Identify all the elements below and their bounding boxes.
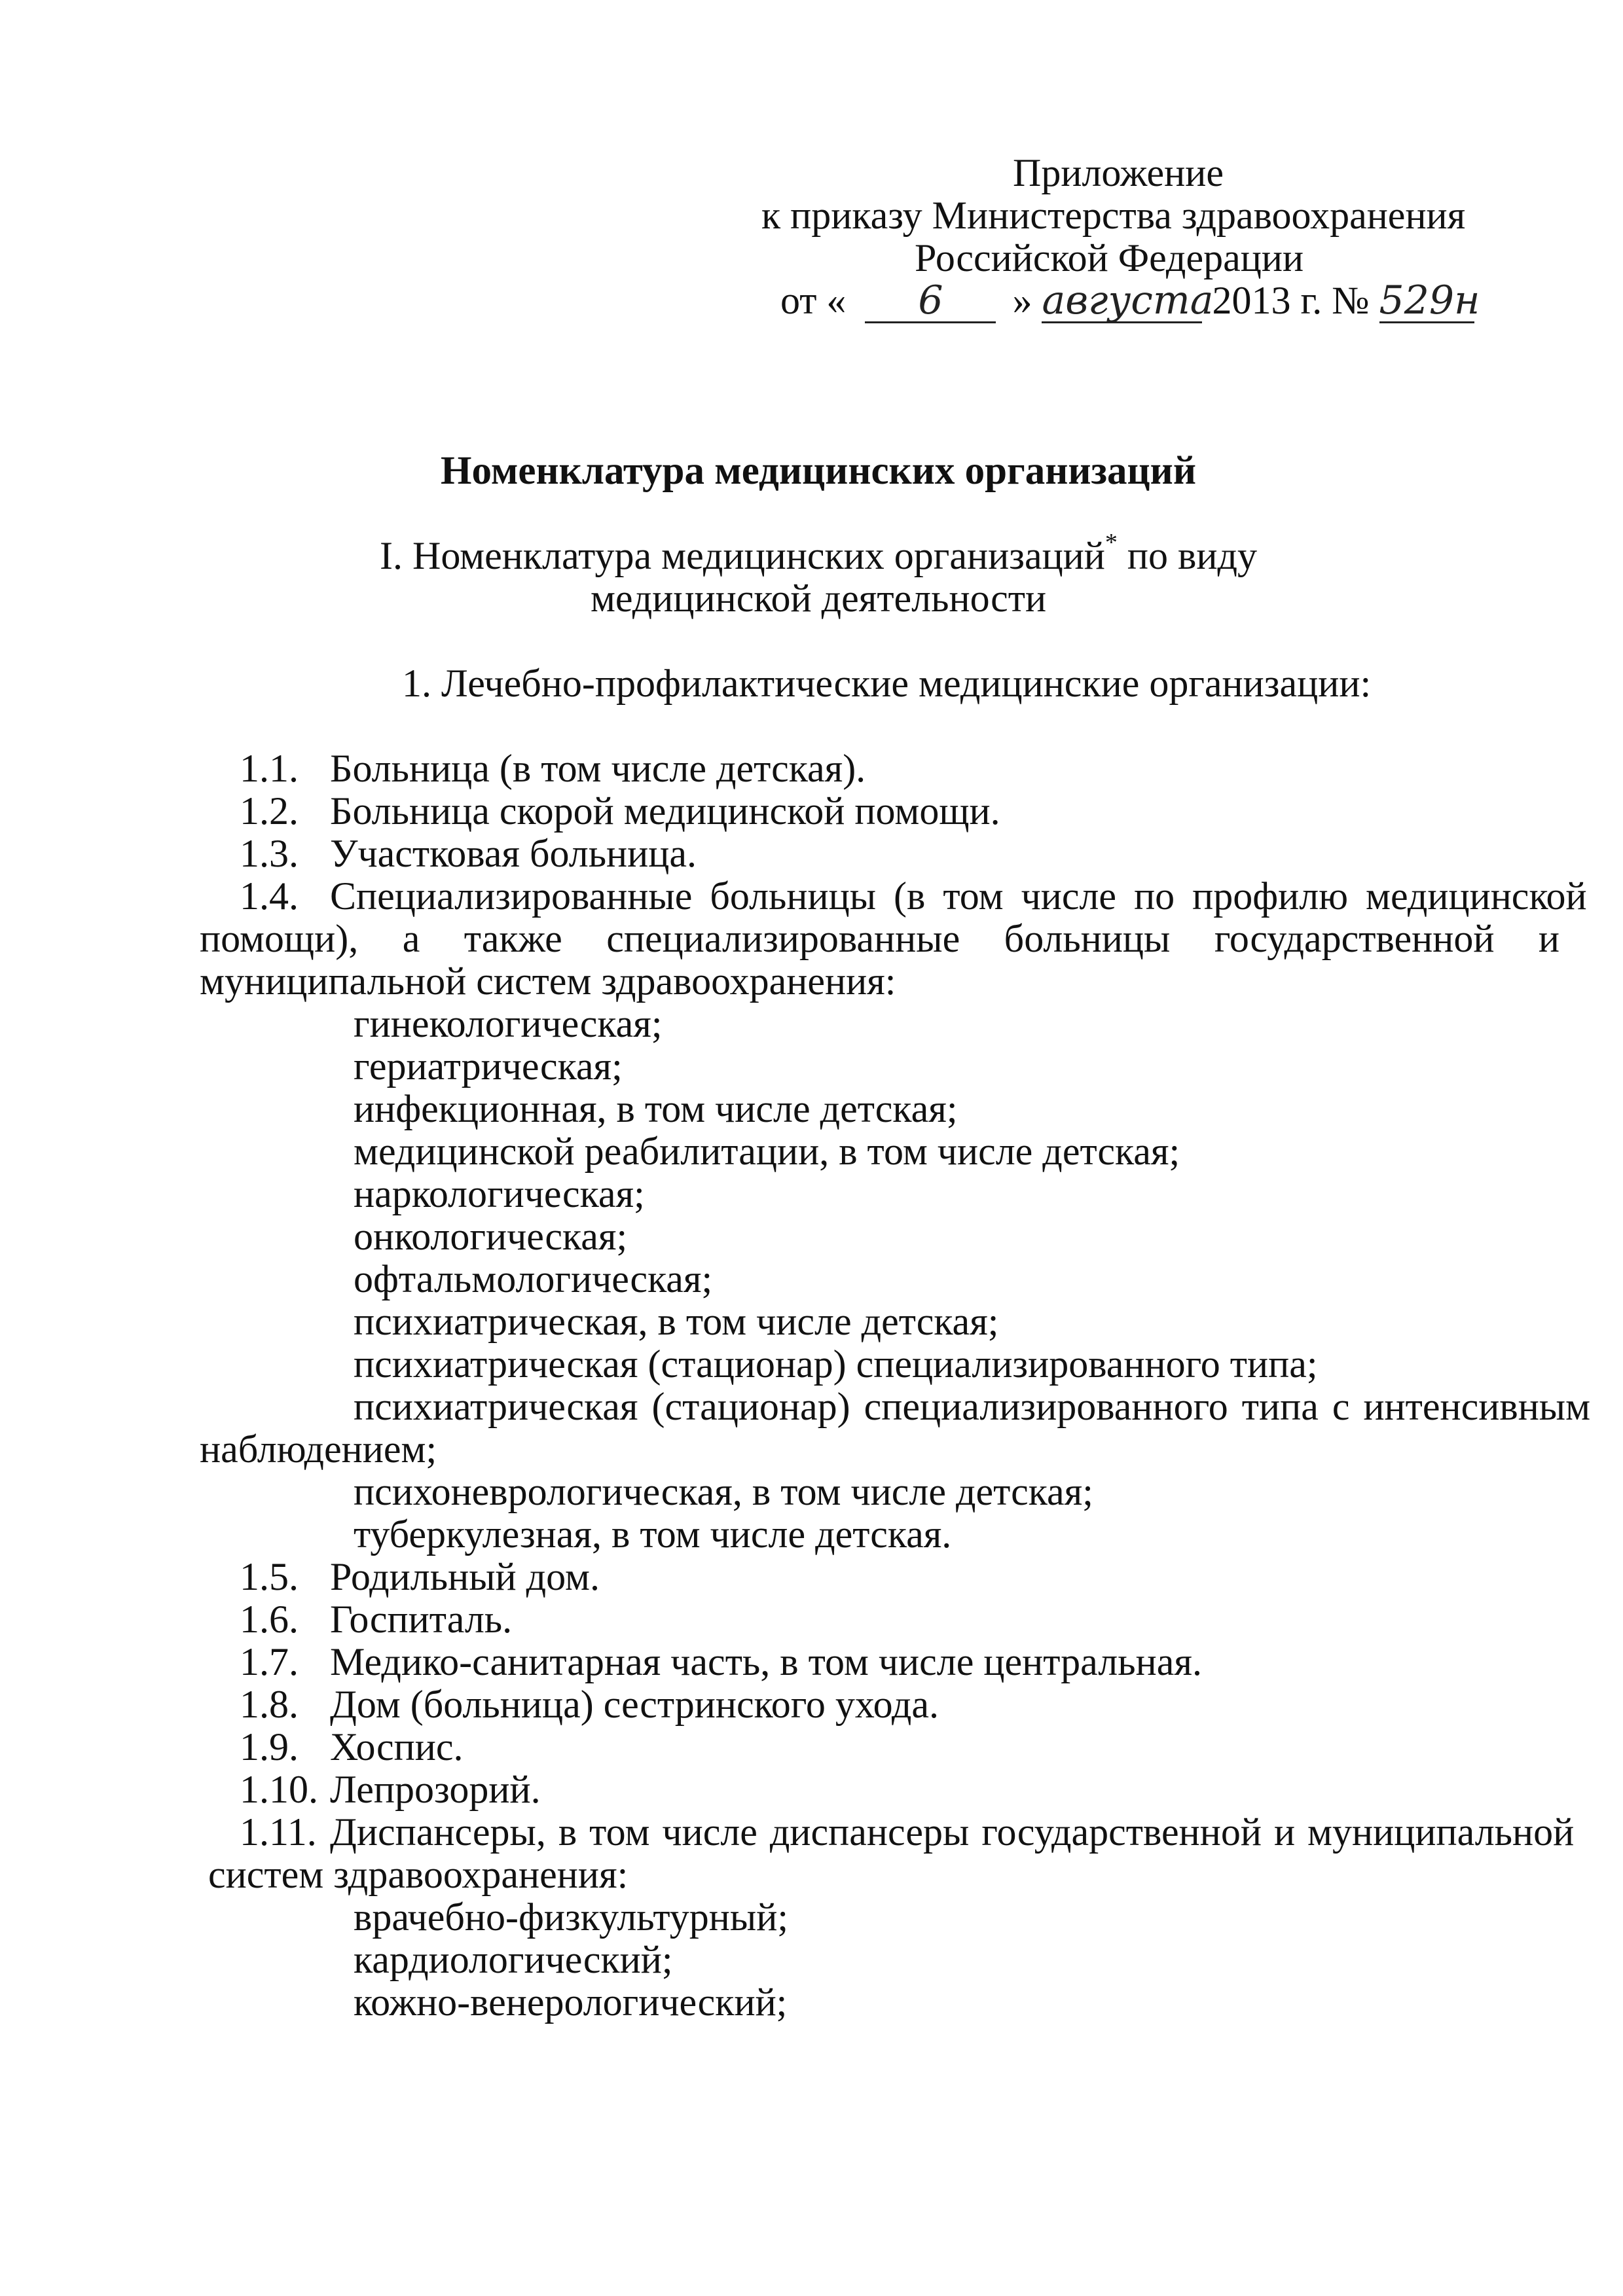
hospital-type: гериатрическая; [354,1045,623,1088]
hospital-type: наркологическая; [354,1172,645,1215]
date-year-number-label: 2013 г. № [1212,279,1370,322]
word: специализированные [606,917,960,960]
item-text: Участковая больница. [330,832,697,875]
item-text: Дом (больница) сестринского ухода. [330,1683,939,1726]
word: и [1538,917,1559,960]
date-from-label: от « [780,279,847,322]
item-text: Больница (в том числе детская). [330,747,866,790]
item-number: 1.3. [240,832,299,875]
item-1-4-continuation [200,916,1559,961]
word: а [402,917,420,960]
hospital-type: офтальмологическая; [354,1257,713,1300]
order-number-handwritten: 529н [1379,278,1480,323]
hospital-type-continuation: наблюдением; [200,1427,437,1471]
document-title: Номенклатура медицинских организаций [441,449,1196,493]
dispensary-type: врачебно-физкультурный; [354,1895,788,1939]
item-text: Госпиталь. [330,1598,513,1641]
item-1-4-continuation-line3: муниципальной систем здравоохранения: [200,960,896,1003]
hospital-type: психиатрическая, в том числе детская; [354,1300,999,1343]
item-1-4-text: Специализированные больницы (в том числе по профилю медицинской [330,874,1587,918]
word: больницы [1004,917,1171,960]
item-number: 1.4. [240,874,299,918]
hospital-type: туберкулезная, в том числе детская. [354,1513,952,1556]
header-russian-federation: Российской Федерации [915,236,1304,279]
section-heading [196,529,1440,579]
item-number: 1.9. [240,1725,299,1768]
subsection-heading: 1. Лечебно-профилактические медицинские организации: [402,662,1372,705]
dispensary-type: кожно-венерологический; [354,1981,788,2024]
item-number: 1.11. [240,1810,317,1854]
section-heading-part1: I. Номенклатура медицинских организаций [380,534,1105,577]
item-1-11-continuation: систем здравоохранения: [208,1853,629,1896]
header-order-ministry: к приказу Министерства здравоохранения [761,194,1466,237]
item-text: Больница скорой медицинской помощи. [330,789,1000,833]
item-text: Хоспис. [330,1725,464,1768]
item-text: Диспансеры, в том числе диспансеры государственной и муниципальной [330,1810,1575,1854]
item-text: Родильный дом. [330,1555,600,1598]
hospital-type: психиатрическая (стационар) специализированного типа; [354,1342,1318,1386]
hospital-type: гинекологическая; [354,1002,663,1045]
word: помощи), [200,917,359,960]
item-number: 1.10. [240,1768,318,1811]
section-heading-line2: медицинской деятельности [590,577,1047,620]
hospital-type: медицинской реабилитации, в том числе детская; [354,1130,1180,1173]
header-date-line [780,278,1480,323]
hospital-type: психоневрологическая, в том числе детская; [354,1470,1093,1513]
date-quote-close: » [1012,279,1032,322]
hospital-type: онкологическая; [354,1215,628,1258]
hospital-type: психиатрическая (стационар) специализированного типа с интенсивным [354,1385,1591,1428]
item-number: 1.7. [240,1640,299,1683]
date-month-handwritten: августа [1042,278,1214,323]
header-appendix: Приложение [1013,151,1224,194]
item-text: Лепрозорий. [330,1768,541,1811]
item-text [330,874,1587,919]
item-text: Медико-санитарная часть, в том числе центральная. [330,1640,1202,1683]
item-number: 1.1. [240,747,299,790]
item-number: 1.6. [240,1598,299,1641]
word: государственной [1214,917,1495,960]
footnote-asterisk: * [1104,529,1118,556]
section-heading-part2: по виду [1117,534,1257,577]
item-number: 1.5. [240,1555,299,1598]
date-day-handwritten: 6 [865,280,996,323]
word: также [464,917,562,960]
item-number: 1.2. [240,789,299,833]
item-number: 1.8. [240,1683,299,1726]
dispensary-type: кардиологический; [354,1938,673,1981]
hospital-type: инфекционная, в том числе детская; [354,1087,958,1130]
